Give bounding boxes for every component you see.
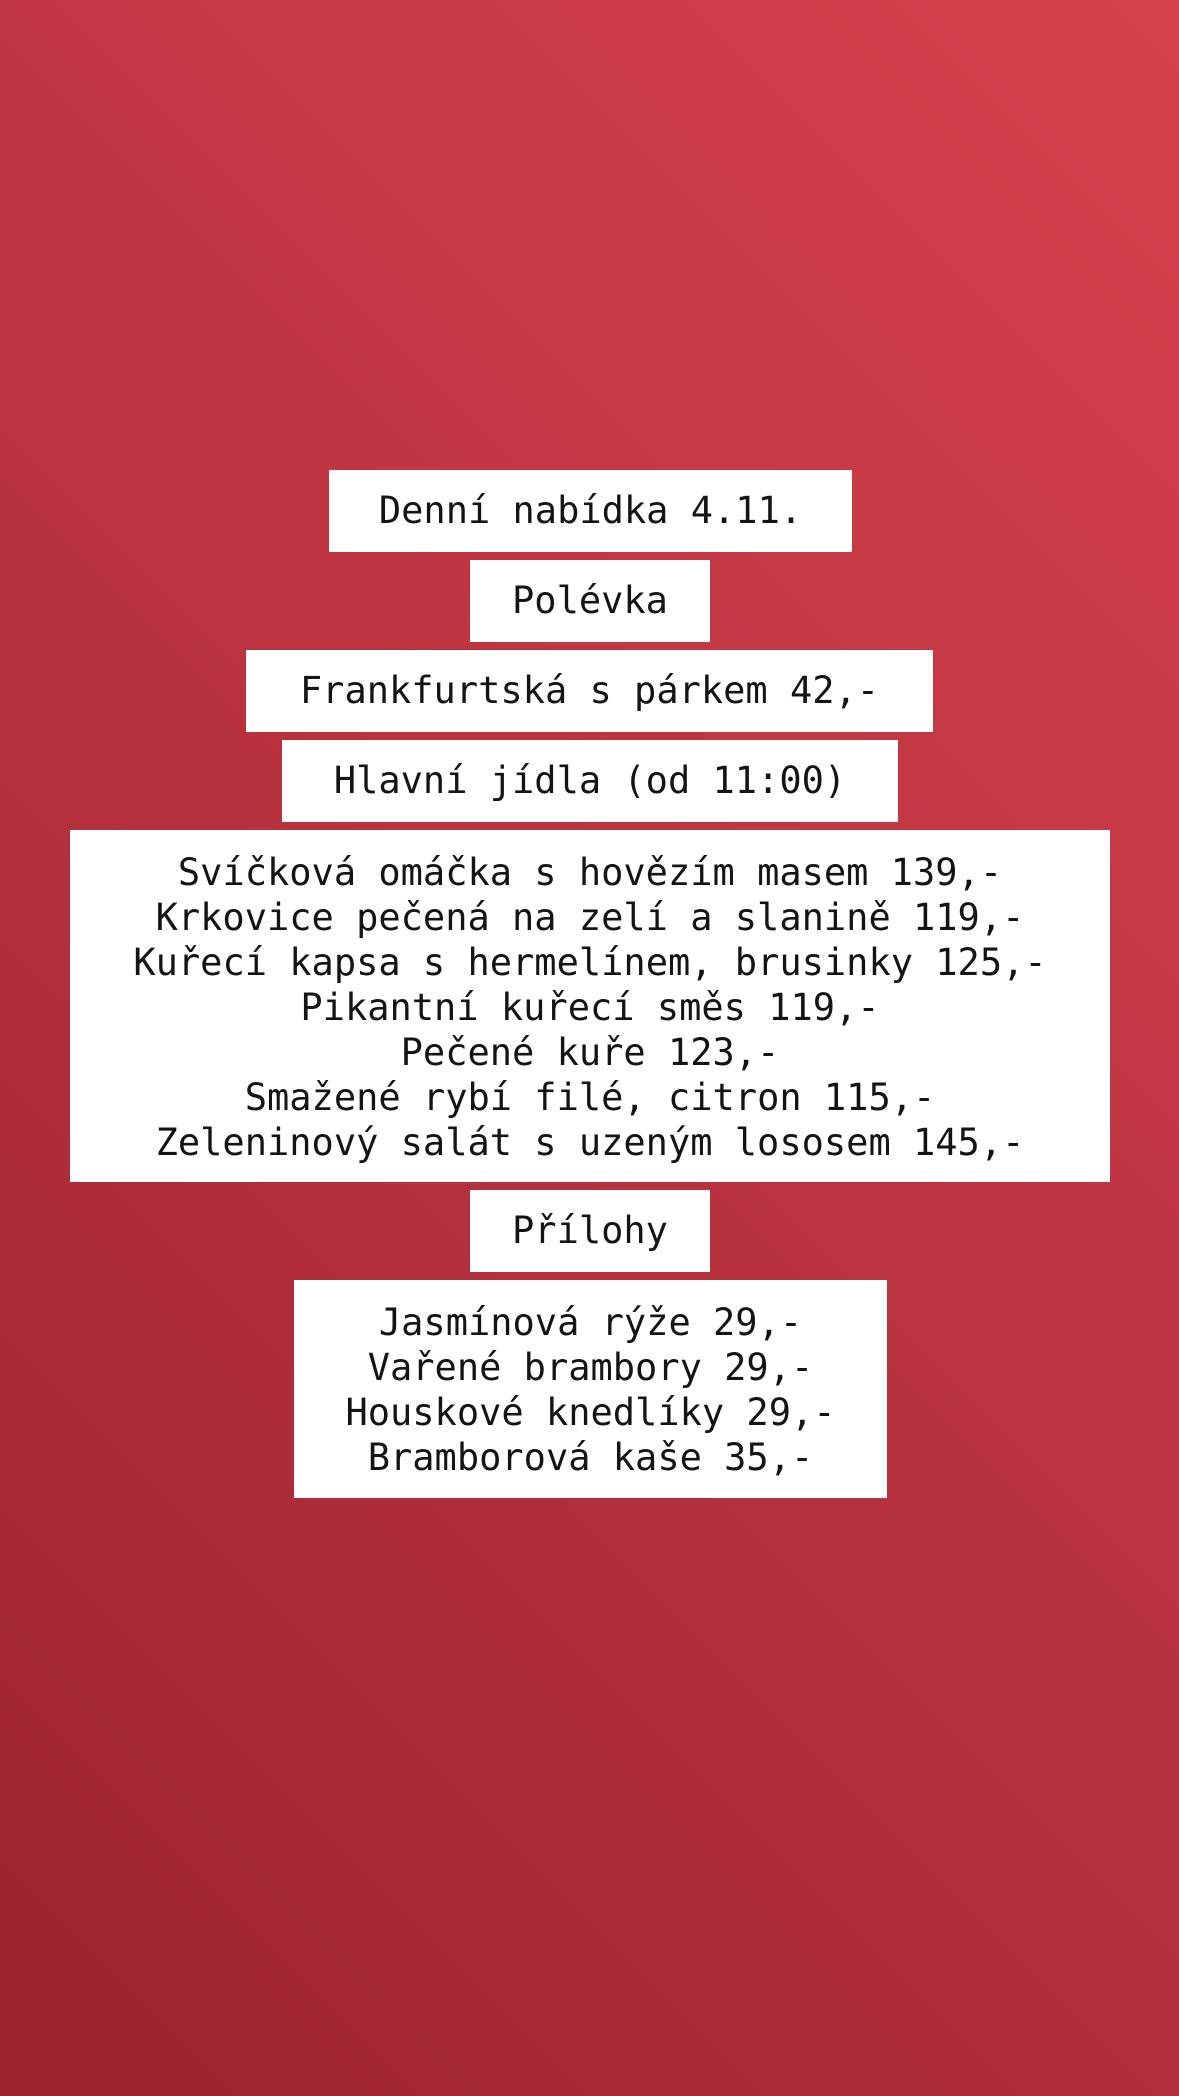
main-dish-item: Kuřecí kapsa s hermelínem, brusinky 125,- [133, 941, 1047, 984]
sides-heading-box [470, 1190, 710, 1272]
side-item: Bramborová kaše 35,- [367, 1436, 814, 1479]
sides-heading: Přílohy [512, 1209, 668, 1252]
main-dishes-list [70, 830, 1110, 1182]
main-dish-item: Zeleninový salát s uzeným lososem 145,- [155, 1121, 1025, 1164]
soup-heading: Polévka [512, 579, 668, 622]
main-dish-item: Smažené rybí filé, citron 115,- [244, 1076, 936, 1119]
main-dishes-heading: Hlavní jídla (od 11:00) [333, 759, 847, 802]
sides-list [294, 1280, 887, 1498]
side-item: Jasmínová rýže 29,- [378, 1301, 803, 1344]
main-dish-item: Pikantní kuřecí směs 119,- [300, 986, 880, 1029]
menu-title-box [329, 470, 852, 552]
menu-title: Denní nabídka 4.11. [378, 489, 803, 532]
side-item: Vařené brambory 29,- [367, 1346, 814, 1389]
soup-heading-box [470, 560, 710, 642]
main-dishes-heading-box [282, 740, 898, 822]
main-dish-item: Svíčková omáčka s hovězím masem 139,- [177, 851, 1003, 894]
main-dish-item: Krkovice pečená na zelí a slanině 119,- [155, 896, 1025, 939]
soup-item: Frankfurtská s párkem 42,- [299, 669, 880, 712]
side-item: Houskové knedlíky 29,- [345, 1391, 836, 1434]
main-dish-item: Pečené kuře 123,- [400, 1031, 780, 1074]
soup-item-box [246, 650, 933, 732]
